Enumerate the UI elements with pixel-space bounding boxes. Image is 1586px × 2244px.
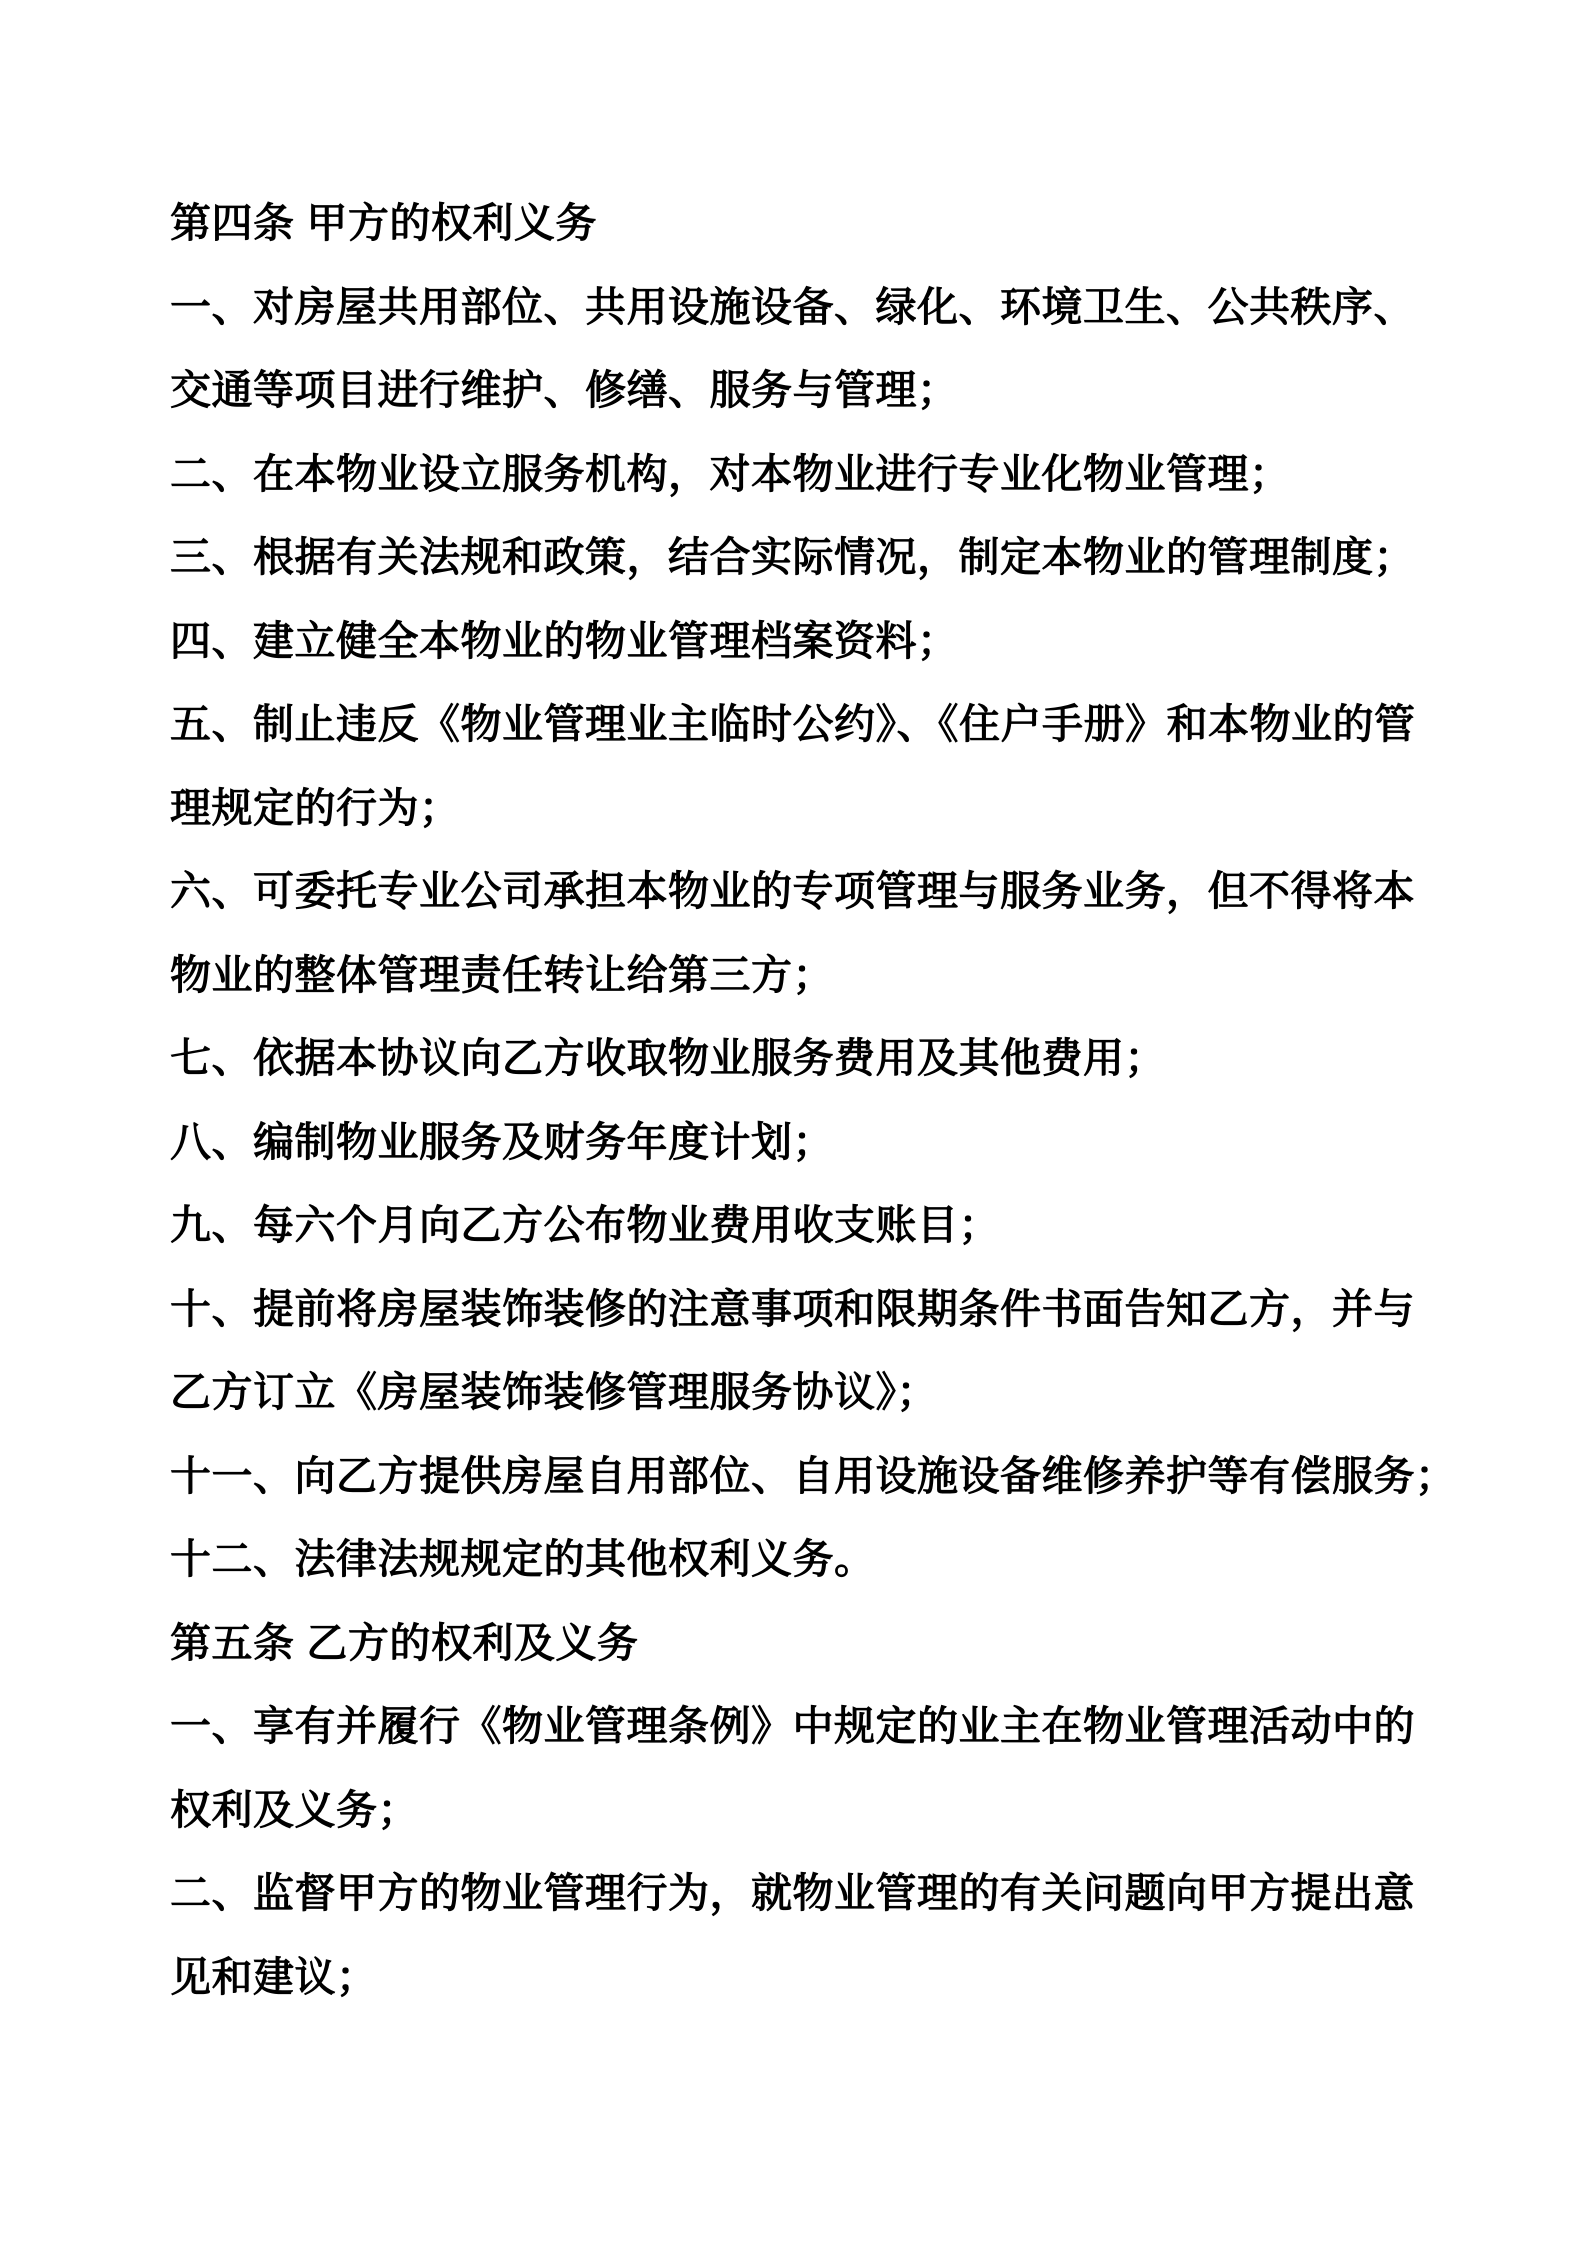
document-line: 三、根据有关法规和政策，结合实际情况，制定本物业的管理制度； (170, 534, 1415, 580)
document-line: 二、监督甲方的物业管理行为，就物业管理的有关问题向甲方提出意 (170, 1870, 1415, 1916)
document-line: 十二、法律法规规定的其他权利义务。 (170, 1536, 876, 1582)
document-line: 一、享有并履行《物业管理条例》中规定的业主在物业管理活动中的 (170, 1703, 1415, 1749)
document-line: 七、依据本协议向乙方收取物业服务费用及其他费用； (170, 1035, 1166, 1081)
document-line: 八、编制物业服务及财务年度计划； (170, 1118, 834, 1165)
document-line: 六、可委托专业公司承担本物业的专项管理与服务业务，但不得将本 (170, 868, 1415, 914)
document-line: 十一、向乙方提供房屋自用部位、自用设施设备维修养护等有偿服务； (170, 1452, 1457, 1499)
document-line: 五、制止违反《物业管理业主临时公约》、《住户手册》和本物业的管 (170, 701, 1416, 747)
clause-heading-5: 第五条 乙方的权利及义务 (170, 1619, 639, 1666)
document-line: 乙方订立《房屋装饰装修管理服务协议》； (170, 1369, 938, 1415)
document-line: 九、每六个月向乙方公布物业费用收支账目； (170, 1202, 1000, 1248)
document-content (170, 182, 1470, 2019)
document-line: 物业的整体管理责任转让给第三方； (170, 951, 834, 998)
document-line: 四、建立健全本物业的物业管理档案资料； (170, 617, 959, 664)
document-line: 交通等项目进行维护、修缮、服务与管理； (170, 367, 959, 413)
document-line: 见和建议； (170, 1953, 378, 2000)
clause-heading-4: 第四条 甲方的权利义务 (170, 200, 597, 246)
document-line: 二、在本物业设立服务机构，对本物业进行专业化物业管理； (170, 450, 1291, 497)
document-line: 权利及义务； (170, 1786, 419, 1833)
document-line: 一、对房屋共用部位、共用设施设备、绿化、环境卫生、公共秩序、 (170, 283, 1415, 330)
document-line: 十、提前将房屋装饰装修的注意事项和限期条件书面告知乙方，并与 (170, 1285, 1415, 1332)
document-line: 理规定的行为； (170, 784, 461, 831)
